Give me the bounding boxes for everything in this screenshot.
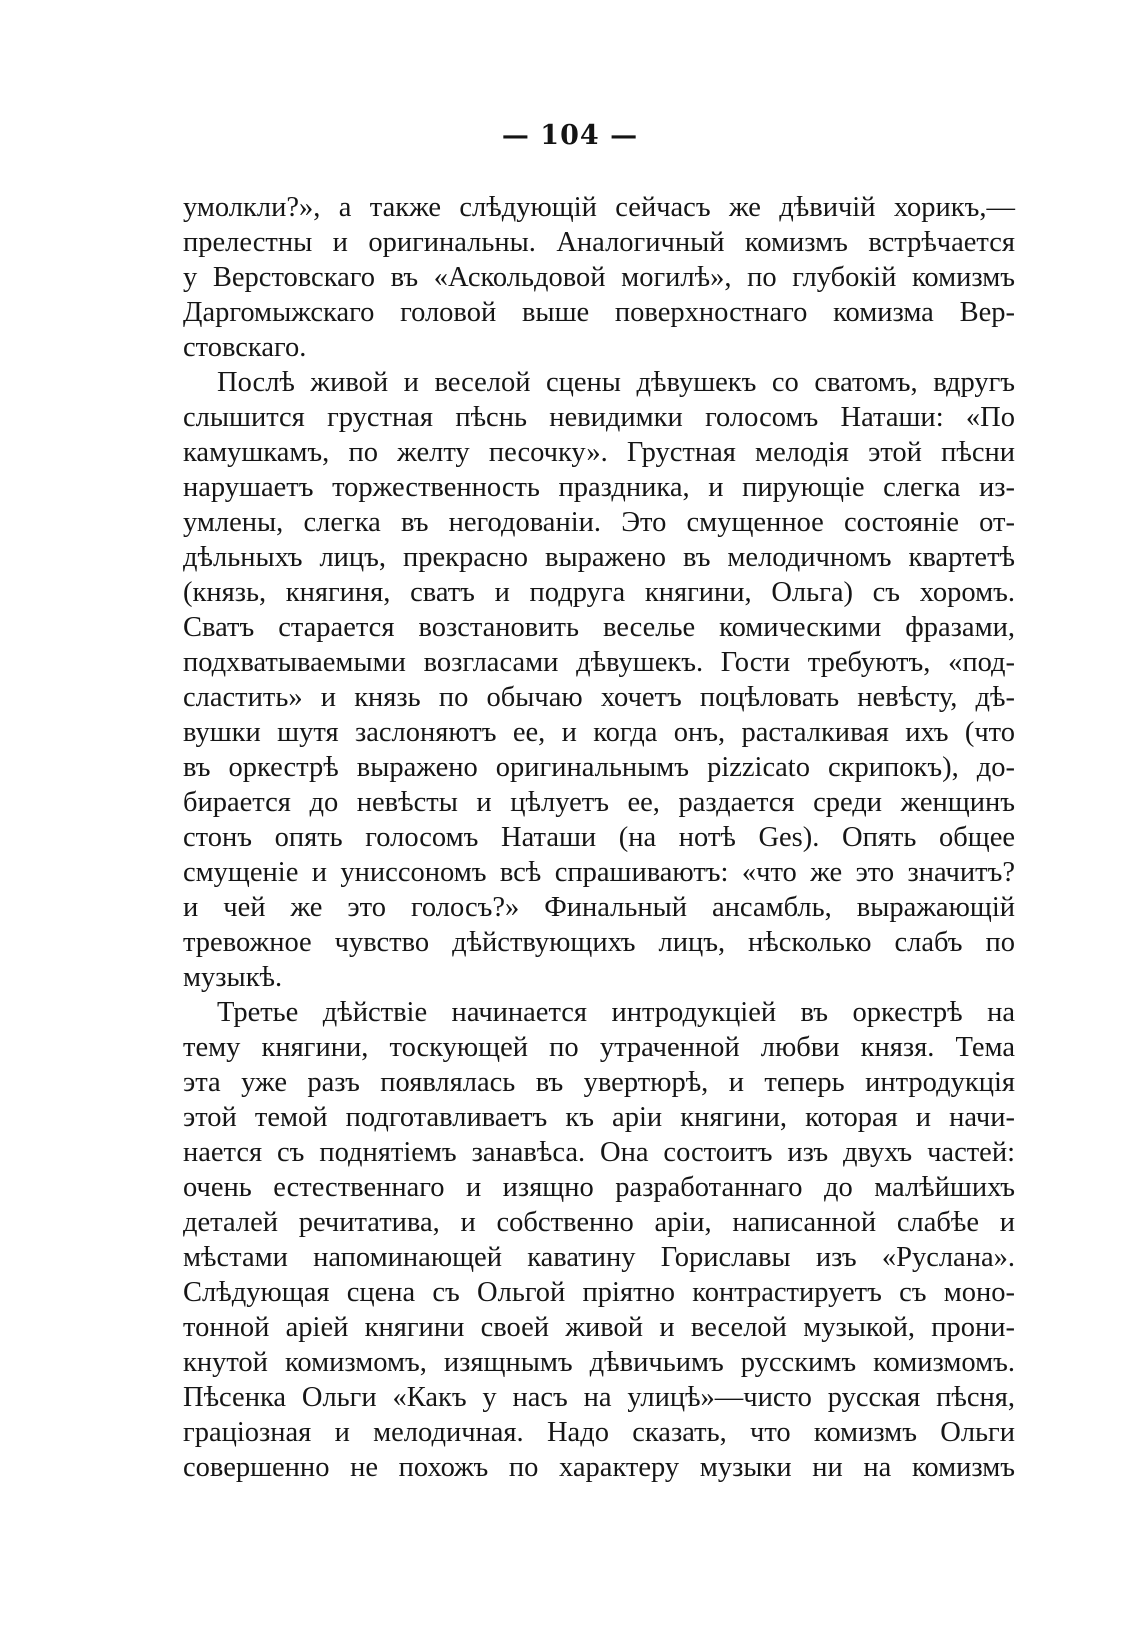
paragraph [183, 190, 1015, 365]
paragraph [183, 365, 1015, 995]
text-line: слышится грустная пѣснь невидимки голосомъ Наташи: «По [183, 402, 1015, 433]
text-line: Третье дѣйствіе начинается интродукціей въ оркестрѣ на [217, 997, 1015, 1028]
text-line: граціозная и мелодичная. Надо сказать, что комизмъ Ольги [183, 1417, 1015, 1448]
text-line: стовскаго. [183, 332, 307, 363]
text-line: кнутой комизмомъ, изящнымъ дѣвичьимъ русскимъ комизмомъ. [183, 1347, 1015, 1378]
text-line: эта уже разъ появлялась въ увертюрѣ, и теперь интродукція [183, 1067, 1015, 1098]
text-line: мѣстами напоминающей каватину Гориславы изъ «Руслана». [183, 1242, 1015, 1273]
body-text [183, 190, 1015, 1485]
text-line: очень естественнаго и изящно разработаннаго до малѣйшихъ [183, 1172, 1015, 1203]
text-line: деталей речитатива, и собственно аріи, написанной слабѣе и [183, 1207, 1015, 1238]
text-line: (князь, княгиня, сватъ и подруга княгини, Ольга) съ хоромъ. [183, 577, 1015, 608]
page-number: — 104 — [501, 120, 639, 151]
text-line: совершенно не похожъ по характеру музыки ни на комизмъ [183, 1452, 1015, 1483]
text-line: Пѣсенка Ольги «Какъ у насъ на улицѣ»—чисто русская пѣсня, [183, 1382, 1015, 1413]
text-line: подхватываемыми возгласами дѣвушекъ. Гости требуютъ, «под- [183, 647, 1015, 678]
text-line: Послѣ живой и веселой сцены дѣвушекъ со сватомъ, вдругъ [217, 367, 1015, 398]
text-line: сластить» и князь по обычаю хочетъ поцѣловать невѣсту, дѣ- [183, 682, 1015, 713]
text-line: этой темой подготавливаетъ къ аріи княгини, которая и начи- [183, 1102, 1015, 1133]
text-line: Даргомыжскаго головой выше поверхностнаго комизма Вер- [183, 297, 1015, 328]
text-line: вушки шутя заслоняютъ ее, и когда онъ, расталкивая ихъ (что [183, 717, 1015, 748]
text-line: тему княгини, тоскующей по утраченной любви князя. Тема [183, 1032, 1015, 1063]
text-line: Слѣдующая сцена съ Ольгой пріятно контрастируетъ съ моно- [183, 1277, 1015, 1308]
paragraph [183, 995, 1015, 1485]
text-line: стонъ опять голосомъ Наташи (на нотѣ Ges). Опять общее [183, 822, 1015, 853]
text-line: и чей же это голосъ?» Финальный ансамбль, выражающій [183, 892, 1015, 923]
text-line: нается съ поднятіемъ занавѣса. Она состоитъ изъ двухъ частей: [183, 1137, 1015, 1168]
text-line: тонной аріей княгини своей живой и веселой музыкой, прони- [183, 1312, 1015, 1343]
text-line: тревожное чувство дѣйствующихъ лицъ, нѣсколько слабъ по [183, 927, 1015, 958]
text-line: у Верстовскаго въ «Аскольдовой могилѣ», по глубокій комизмъ [183, 262, 1015, 293]
text-line: умлены, слегка въ негодованіи. Это смущенное состояніе от- [183, 507, 1015, 538]
text-line: прелестны и оригинальны. Аналогичный комизмъ встрѣчается [183, 227, 1015, 258]
text-line: нарушаетъ торжественность праздника, и пирующіе слегка из- [183, 472, 1015, 503]
text-line: дѣльныхъ лицъ, прекрасно выражено въ мелодичномъ квартетѣ [183, 542, 1015, 573]
text-line: бирается до невѣсты и цѣлуетъ ее, раздается среди женщинъ [183, 787, 1015, 818]
text-line: въ оркестрѣ выражено оригинальнымъ pizzicato скрипокъ), до- [183, 752, 1015, 783]
text-line: смущеніе и униссономъ всѣ спрашиваютъ: «что же это значитъ? [183, 857, 1015, 888]
text-line: музыкѣ. [183, 962, 283, 993]
text-line: камушкамъ, по желту песочку». Грустная мелодія этой пѣсни [183, 437, 1015, 468]
text-line: умолкли?», а также слѣдующій сейчасъ же дѣвичій хорикъ,— [183, 192, 1015, 223]
text-line: Сватъ старается возстановить веселье комическими фразами, [183, 612, 1015, 643]
